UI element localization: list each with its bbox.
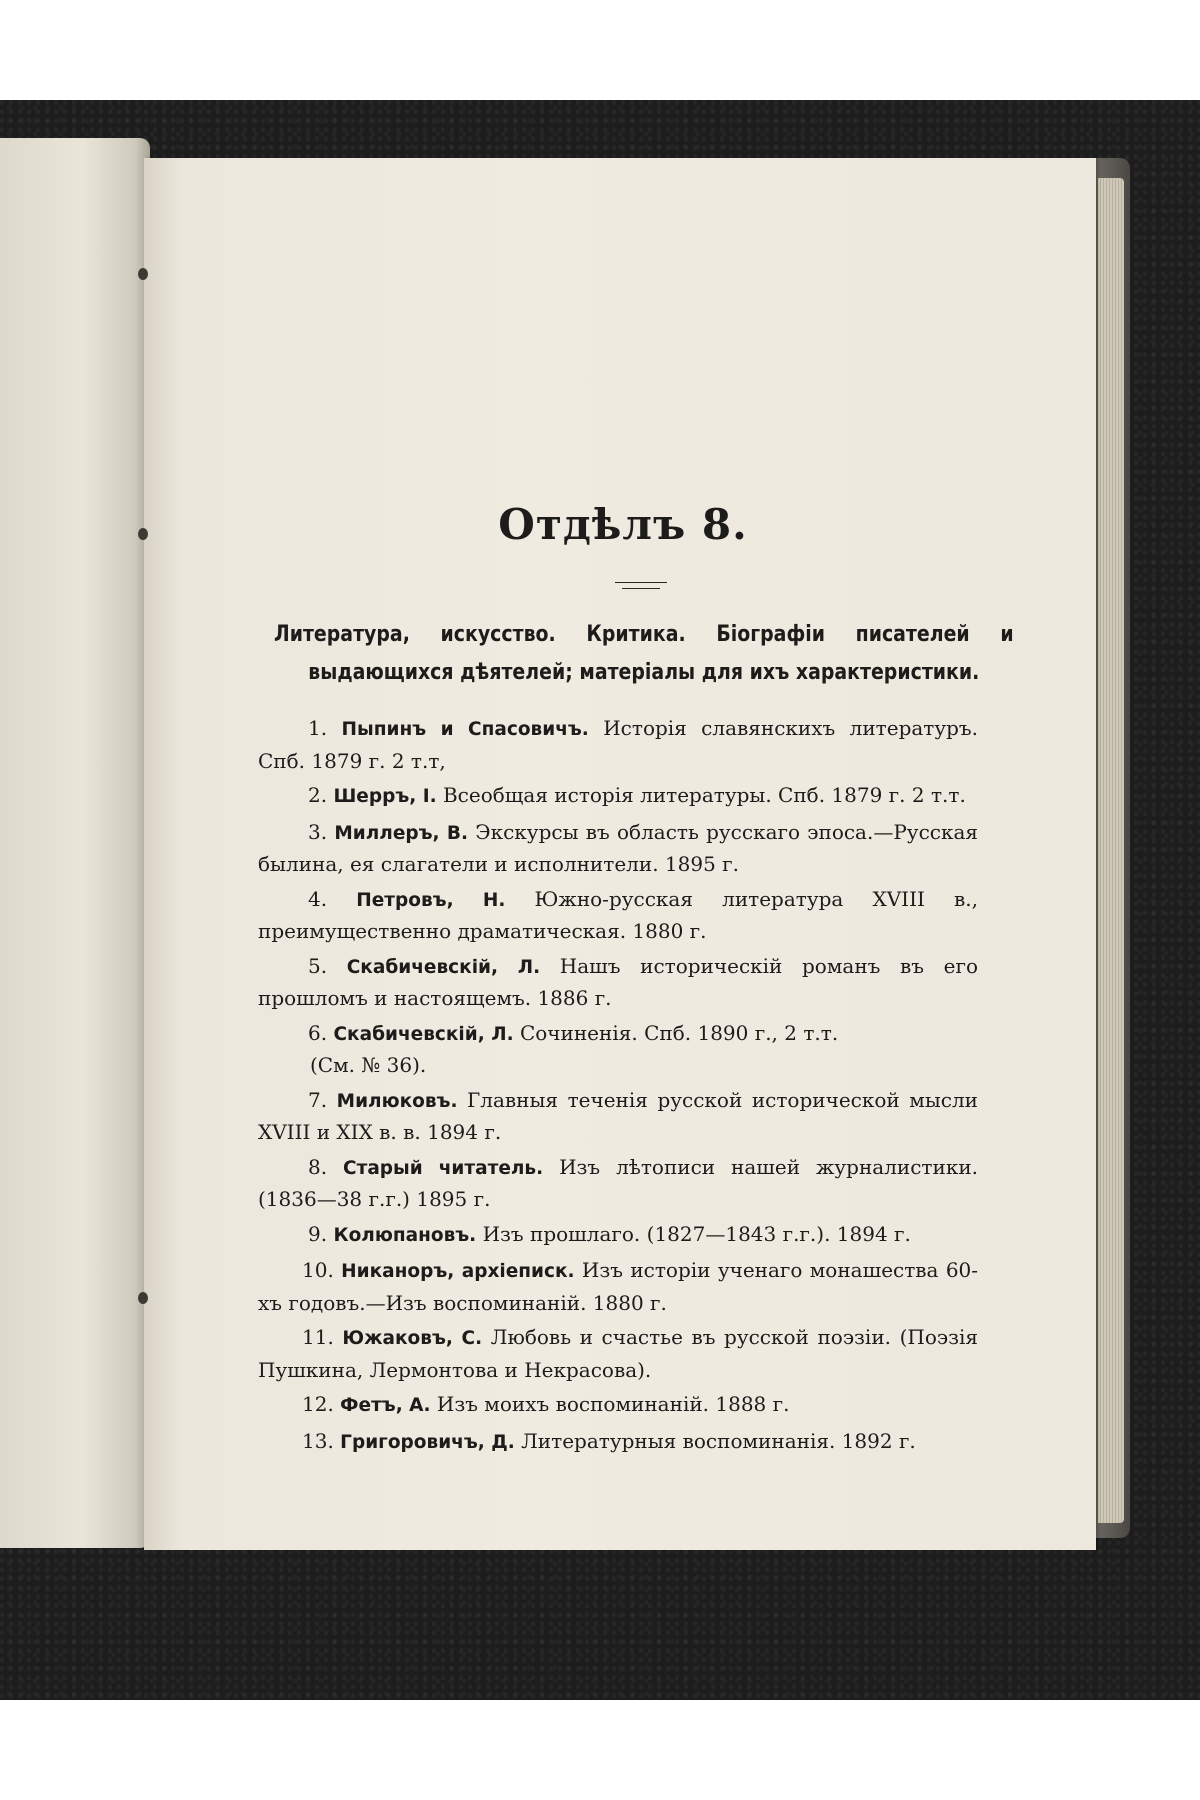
entry-text: Изъ моихъ воспоминаній. 1888 г.	[436, 1392, 790, 1416]
page-block-edge	[1098, 178, 1124, 1523]
entry-text: Изъ лѣтописи нашей журналистики. (1836—38 г.г.) 1895 г.	[258, 1154, 979, 1211]
list-item: 10. Никаноръ, архіеписк. Изъ исторіи ученаго монашества 60-хъ годовъ.—Изъ воспоминаній. 1880 г.	[258, 1258, 979, 1315]
entry-author: Скабичевскій, Л.	[346, 956, 541, 978]
list-item: 11. Южаковъ, С. Любовь и счастье въ русской поэзіи. (Поэзія Пушкина, Лермонтова и Некрасова).	[258, 1325, 978, 1382]
entry-text: Любовь и счастье въ русской поэзіи. (Поэзія Пушкина, Лермонтова и Некрасова).	[258, 1325, 978, 1382]
entry-author: Фетъ, А.	[340, 1395, 431, 1416]
page-content	[150, 158, 1096, 1550]
title-rule	[615, 582, 667, 583]
entry-text: Литературныя воспоминанія. 1892 г.	[521, 1428, 916, 1453]
list-item: 7. Милюковъ. Главныя теченія русской исторической мысли XVIII и XIX в. в. 1894 г.	[258, 1087, 979, 1144]
list-item: 6. Скабичевскій, Л. Сочиненія. Спб. 1890 г., 2 т.т. (См. № 36).	[258, 1018, 978, 1081]
entry-author: Миллеръ, В.	[334, 822, 469, 844]
entry-author: Шерръ, І.	[333, 786, 437, 807]
binding-stitch	[138, 268, 148, 280]
entry-author: Милюковъ.	[336, 1090, 458, 1112]
entry-note: (См. № 36).	[310, 1053, 427, 1077]
entry-text: Изъ прошлаго. (1827—1843 г.г.). 1894 г.	[482, 1221, 911, 1246]
entry-text: Нашъ историческій романъ въ его прошломъ и настоящемъ. 1886 г.	[258, 953, 979, 1010]
entry-text: Южно-русская литература XVIII в., преимущественно драматическая. 1880 г.	[258, 886, 979, 943]
list-item: 3. Миллеръ, В. Экскурсы въ область русскаго эпоса.—Русская былина, ея слагатели и исполнители. 1895 г.	[258, 819, 979, 876]
list-item: 8. Старый читатель. Изъ лѣтописи нашей журналистики. (1836—38 г.г.) 1895 г.	[258, 1154, 979, 1211]
binding-stitch	[138, 1292, 148, 1304]
binding-stitch	[138, 528, 148, 540]
list-item: 9. Колюпановъ. Изъ прошлаго. (1827—1843 г.г.). 1894 г.	[308, 1221, 911, 1246]
entry-author: Петровъ, Н.	[356, 889, 506, 911]
entry-text: Исторія славянскихъ литературъ. Спб. 1879 г. 2 т.т,	[258, 716, 979, 773]
entry-author: Пыпинъ и Спасовичъ.	[341, 719, 589, 740]
list-item: 13. Григоровичъ, Д. Литературныя воспоминанія. 1892 г.	[302, 1428, 916, 1453]
section-heading: Литература, искусство. Критика. Біографіи писателей и выдающихся дѣятелей; матеріалы для ихъ характеристики.	[274, 622, 1014, 685]
section-title: Отдѣлъ 8.	[498, 500, 748, 549]
entry-text: Изъ исторіи ученаго монашества 60-хъ годовъ.—Изъ воспоминаній. 1880 г.	[258, 1258, 979, 1315]
entry-author: Колюпановъ.	[333, 1224, 477, 1246]
list-item: 5. Скабичевскій, Л. Нашъ историческій романъ въ его прошломъ и настоящемъ. 1886 г.	[258, 953, 979, 1010]
entry-text: Главныя теченія русской исторической мысли XVIII и XIX в. в. 1894 г.	[258, 1087, 979, 1144]
title-rule	[622, 588, 660, 589]
entry-text: Всеобщая исторія литературы. Спб. 1879 г. 2 т.т.	[442, 783, 966, 807]
list-item: 4. Петровъ, Н. Южно-русская литература XVIII в., преимущественно драматическая. 1880 г.	[258, 886, 979, 943]
list-item: 1. Пыпинъ и Спасовичъ. Исторія славянскихъ литературъ. Спб. 1879 г. 2 т.т,	[258, 716, 979, 773]
entry-author: Старый читатель.	[343, 1157, 544, 1179]
entry-author: Григоровичъ, Д.	[340, 1431, 515, 1453]
entry-author: Никаноръ, архіеписк.	[341, 1261, 575, 1282]
entry-text: Сочиненія. Спб. 1890 г., 2 т.т.	[519, 1020, 839, 1045]
entry-text: Экскурсы въ область русскаго эпоса.—Русская былина, ея слагатели и исполнители. 1895 г.	[258, 819, 979, 876]
left-page	[0, 138, 150, 1548]
entry-author: Скабичевскій, Л.	[333, 1023, 514, 1045]
entry-list	[258, 713, 978, 1462]
list-item: 2. Шерръ, І. Всеобщая исторія литературы. Спб. 1879 г. 2 т.т.	[308, 783, 966, 807]
list-item: 12. Фетъ, А. Изъ моихъ воспоминаній. 1888 г.	[302, 1392, 790, 1416]
entry-author: Южаковъ, С.	[342, 1328, 483, 1349]
